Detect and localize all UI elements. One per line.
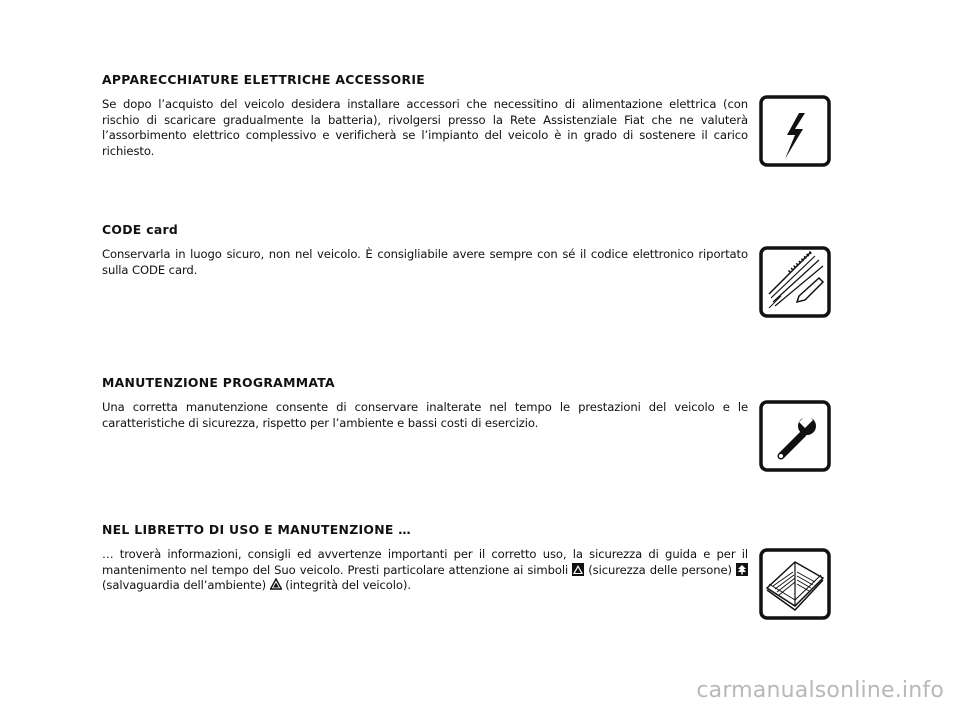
section-text: [102, 547, 748, 594]
section-heading: MANUTENZIONE PROGRAMMATA: [102, 375, 335, 390]
text-part: (integrità del veicolo).: [281, 578, 411, 592]
section-electrical-accessories: [102, 72, 748, 159]
text-part: (sicurezza delle persone): [584, 562, 736, 577]
open-book-icon: [759, 548, 831, 620]
section-heading: APPARECCHIATURE ELETTRICHE ACCESSORIE: [102, 72, 426, 87]
section-heading: CODE card: [102, 222, 179, 237]
text-part: (salvaguardia dell’ambiente): [102, 578, 270, 592]
wrench-icon: [759, 400, 831, 472]
section-code-card: [102, 222, 748, 278]
environment-icon: [736, 563, 748, 576]
section-text: Se dopo l’acquisto del veicolo desidera installare accessori che necessitino di alimentazione elettrica (con rischio di scaricare gradualmente la batteria), rivolgersi presso la Rete Assistenziale Fiat che ne valuterà l’assorbimento elettrico complessivo e verificherà se l’impianto del veicolo è in grado di sostenere il carico richiesto.: [102, 97, 748, 158]
lightning-icon: [759, 95, 831, 167]
section-text: Una corretta manutenzione consente di conservare inalterate nel tempo le prestazioni del veicolo e le caratteristiche di sicurezza, rispetto per l’ambiente e bassi costi di esercizio.: [102, 400, 748, 430]
text-part: … troverà informazioni, consigli ed avvertenze importanti per il corretto uso, la sicurezza di guida e per il mantenimento nel tempo del Suo veicolo. Presti particolare attenzione ai simboli: [102, 547, 748, 577]
section-owners-manual: [102, 522, 748, 594]
watermark: carmanualsonline.info: [696, 678, 944, 703]
vehicle-integrity-icon: [270, 578, 282, 591]
section-scheduled-maintenance: [102, 375, 748, 431]
warning-person-icon: [572, 563, 584, 576]
section-text: Conservarla in luogo sicuro, non nel veicolo. È consigliabile avere sempre con sé il codice elettronico riportato sulla CODE card.: [102, 247, 748, 277]
notebook-pen-icon: [759, 246, 831, 318]
section-heading: NEL LIBRETTO DI USO E MANUTENZIONE …: [102, 522, 411, 537]
